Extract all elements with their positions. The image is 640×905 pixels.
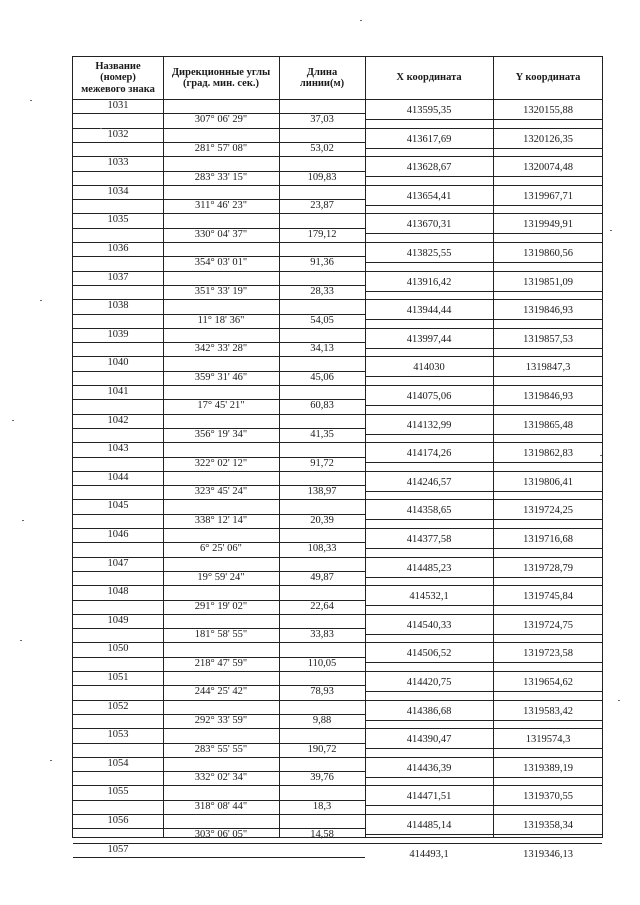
point-name: 1048 (107, 586, 129, 598)
directional-angle: 330° 04' 37" (194, 228, 248, 240)
point-name: 1050 (107, 643, 129, 655)
y-coordinate: 1319724,75 (523, 619, 573, 631)
point-name: 1053 (107, 729, 129, 741)
row-divider (73, 857, 365, 858)
point-name: 1047 (107, 557, 129, 569)
row-divider (365, 119, 602, 120)
y-coordinate: 1319860,56 (523, 248, 573, 259)
point-name: 1032 (107, 128, 129, 140)
y-coordinate: 1320074,48 (523, 162, 573, 174)
y-coordinate: 1319949,91 (523, 219, 573, 231)
y-coordinate: 1320126,35 (523, 133, 573, 145)
x-coordinate: 414174,26 (406, 448, 452, 460)
line-length: 91,72 (310, 457, 334, 469)
row-divider (365, 319, 602, 320)
directional-angle: 281° 57' 08" (194, 142, 248, 154)
directional-angle: 303° 06' 05" (194, 829, 248, 841)
x-coordinate: 414390,47 (406, 734, 452, 746)
scan-speck (22, 520, 24, 521)
line-length: 9,88 (312, 714, 332, 726)
row-divider (365, 262, 602, 263)
point-name: 1052 (107, 700, 129, 712)
line-length: 53,02 (310, 142, 334, 154)
point-name: 1043 (107, 443, 129, 455)
row-divider (365, 634, 602, 635)
line-length: 22,64 (310, 600, 334, 612)
line-length: 78,93 (310, 686, 334, 698)
x-coordinate: 414030 (413, 362, 445, 374)
scan-speck (618, 700, 620, 701)
scan-speck (20, 640, 22, 641)
x-coordinate: 414485,23 (406, 562, 452, 574)
point-name: 1051 (107, 672, 129, 683)
y-coordinate: 1319806,41 (523, 476, 573, 488)
directional-angle: 359° 31' 46" (194, 371, 248, 383)
point-name: 1049 (107, 614, 129, 626)
directional-angle: 218° 47' 59" (194, 657, 248, 669)
point-name: 1037 (107, 271, 129, 283)
row-divider (365, 434, 602, 435)
point-name: 1056 (107, 815, 129, 826)
line-length: 110,05 (307, 657, 337, 669)
point-name: 1042 (107, 414, 129, 426)
y-coordinate: 1319728,79 (523, 562, 573, 574)
line-length: 23,87 (310, 200, 334, 212)
row-divider (365, 291, 602, 292)
scan-speck (12, 420, 14, 421)
y-coordinate: 1319370,55 (523, 791, 573, 803)
point-name: 1040 (107, 357, 129, 369)
line-length: 91,36 (310, 257, 334, 269)
directional-angle: 244° 25' 42" (194, 686, 248, 698)
x-coordinate: 413595,35 (406, 105, 452, 116)
y-coordinate: 1319583,42 (523, 705, 573, 717)
line-length: 28,33 (310, 285, 334, 297)
x-coordinate: 414485,14 (406, 820, 452, 831)
row-divider (365, 205, 602, 206)
directional-angle: 283° 33' 15" (194, 171, 248, 183)
scan-speck (50, 760, 52, 761)
directional-angle: 6° 25' 06" (200, 543, 242, 555)
row-divider (365, 777, 602, 778)
x-coordinate: 414246,57 (406, 476, 452, 488)
point-name: 1031 (107, 100, 129, 111)
point-name: 1054 (107, 757, 129, 769)
point-name: 1036 (107, 243, 129, 254)
y-coordinate: 1319846,93 (523, 305, 573, 317)
header-directional-angles: Дирекционные углы (град. мин. сек.) (171, 66, 271, 89)
row-divider (365, 691, 602, 692)
point-name: 1039 (107, 328, 129, 340)
directional-angle: 11° 18' 36" (197, 314, 245, 326)
row-divider (365, 491, 602, 492)
row-divider (365, 548, 602, 549)
row-divider (365, 462, 602, 463)
row-divider (365, 348, 602, 349)
row-divider (365, 376, 602, 377)
row-divider (365, 834, 602, 835)
y-coordinate: 1319654,62 (523, 677, 573, 688)
row-divider (365, 805, 602, 806)
row-divider (365, 662, 602, 663)
x-coordinate: 414075,06 (406, 391, 452, 402)
directional-angle: 17° 45' 21" (197, 400, 245, 412)
x-coordinate: 413825,55 (406, 248, 452, 259)
directional-angle: 342° 33' 28" (194, 343, 248, 355)
row-divider (365, 405, 602, 406)
line-length: 39,76 (310, 772, 334, 784)
header-y-coordinate: Y координата (515, 72, 581, 84)
directional-angle: 323° 45' 24" (194, 486, 248, 498)
x-coordinate: 413617,69 (406, 133, 452, 145)
scan-speck (610, 230, 612, 231)
x-coordinate: 414532,1 (409, 591, 449, 603)
point-name: 1041 (107, 386, 129, 397)
line-length: 14,58 (310, 829, 334, 841)
x-coordinate: 413916,42 (406, 276, 452, 288)
directional-angle: 311° 46' 23" (195, 200, 247, 212)
row-divider (365, 577, 602, 578)
header-point-name: Название (номер) межевого знака (81, 60, 155, 95)
directional-angle: 338° 12' 14" (194, 514, 248, 526)
point-name: 1045 (107, 500, 129, 512)
line-length: 41,35 (310, 428, 334, 440)
y-coordinate: 1319574,3 (525, 734, 571, 746)
line-length: 138,97 (307, 486, 337, 498)
directional-angle: 332° 02' 34" (194, 772, 248, 784)
point-name: 1035 (107, 214, 129, 226)
directional-angle: 19° 59' 24" (197, 571, 245, 583)
y-coordinate: 1319346,13 (523, 848, 573, 860)
line-length: 179,12 (307, 228, 337, 240)
row-divider (365, 720, 602, 721)
y-coordinate: 1319358,34 (523, 820, 573, 831)
directional-angle: 283° 55' 55" (194, 743, 248, 755)
scan-speck (100, 128, 102, 129)
line-length: 34,13 (310, 343, 334, 355)
directional-angle: 318° 08' 44" (194, 800, 248, 812)
y-coordinate: 1319862,83 (523, 448, 573, 460)
scan-speck (600, 455, 602, 456)
x-coordinate: 413628,67 (406, 162, 452, 174)
coordinates-table (72, 56, 603, 860)
line-length: 49,87 (310, 571, 334, 583)
x-coordinate: 413670,31 (406, 219, 452, 231)
point-name: 1055 (107, 786, 129, 798)
scan-speck (30, 100, 32, 101)
point-name: 1038 (107, 300, 129, 312)
directional-angle: 307° 06' 29" (194, 114, 248, 126)
x-coordinate: 414436,39 (406, 762, 452, 774)
x-coordinate: 414540,33 (406, 619, 452, 631)
y-coordinate: 1319723,58 (523, 648, 573, 660)
directional-angle: 354° 03' 01" (194, 257, 248, 269)
line-length: 20,39 (310, 514, 334, 526)
line-length: 37,03 (310, 114, 334, 126)
y-coordinate: 1319724,25 (523, 505, 573, 517)
y-coordinate: 1319967,71 (523, 190, 573, 202)
line-length: 109,83 (307, 171, 337, 183)
x-coordinate: 414493,1 (409, 848, 449, 860)
line-length: 108,33 (307, 543, 337, 555)
y-coordinate: 1319847,3 (525, 362, 571, 374)
line-length: 33,83 (310, 629, 334, 641)
y-coordinate: 1319865,48 (523, 419, 573, 431)
line-length: 45,06 (310, 371, 334, 383)
x-coordinate: 413997,44 (406, 333, 452, 345)
row-divider (365, 176, 602, 177)
point-name: 1044 (107, 471, 129, 483)
point-name: 1034 (107, 185, 129, 197)
point-name: 1033 (107, 157, 129, 169)
y-coordinate: 1319851,09 (523, 276, 573, 288)
y-coordinate: 1319716,68 (523, 534, 573, 545)
line-length: 18,3 (312, 800, 332, 812)
row-divider (365, 233, 602, 234)
line-length: 190,72 (307, 743, 337, 755)
row-divider (365, 519, 602, 520)
directional-angle: 292° 33' 59" (194, 714, 248, 726)
point-name: 1057 (107, 843, 129, 855)
row-divider (365, 605, 602, 606)
directional-angle: 181° 58' 55" (194, 629, 248, 641)
x-coordinate: 414420,75 (406, 677, 452, 688)
scan-speck (40, 300, 42, 301)
x-coordinate: 413654,41 (406, 190, 452, 202)
x-coordinate: 414386,68 (406, 705, 452, 717)
point-name: 1046 (107, 529, 129, 540)
header-line-length: Длина линии(м) (299, 66, 345, 89)
line-length: 54,05 (310, 314, 334, 326)
x-coordinate: 414471,51 (406, 791, 452, 803)
y-coordinate: 1319745,84 (523, 591, 573, 603)
row-divider (365, 148, 602, 149)
x-coordinate: 413944,44 (406, 305, 452, 317)
row-divider (365, 748, 602, 749)
x-coordinate: 414358,65 (406, 505, 452, 517)
header-x-coordinate: X координата (396, 72, 462, 84)
y-coordinate: 1319857,53 (523, 333, 573, 345)
scan-speck (360, 20, 362, 21)
x-coordinate: 414132,99 (406, 419, 452, 431)
x-coordinate: 414377,58 (406, 534, 452, 545)
directional-angle: 322° 02' 12" (194, 457, 248, 469)
directional-angle: 356° 19' 34" (194, 428, 248, 440)
line-length: 60,83 (310, 400, 334, 412)
y-coordinate: 1320155,88 (523, 105, 573, 116)
x-coordinate: 414506,52 (406, 648, 452, 660)
y-coordinate: 1319846,93 (523, 391, 573, 402)
directional-angle: 351° 33' 19" (194, 285, 248, 297)
directional-angle: 291° 19' 02" (194, 600, 248, 612)
y-coordinate: 1319389,19 (523, 762, 573, 774)
